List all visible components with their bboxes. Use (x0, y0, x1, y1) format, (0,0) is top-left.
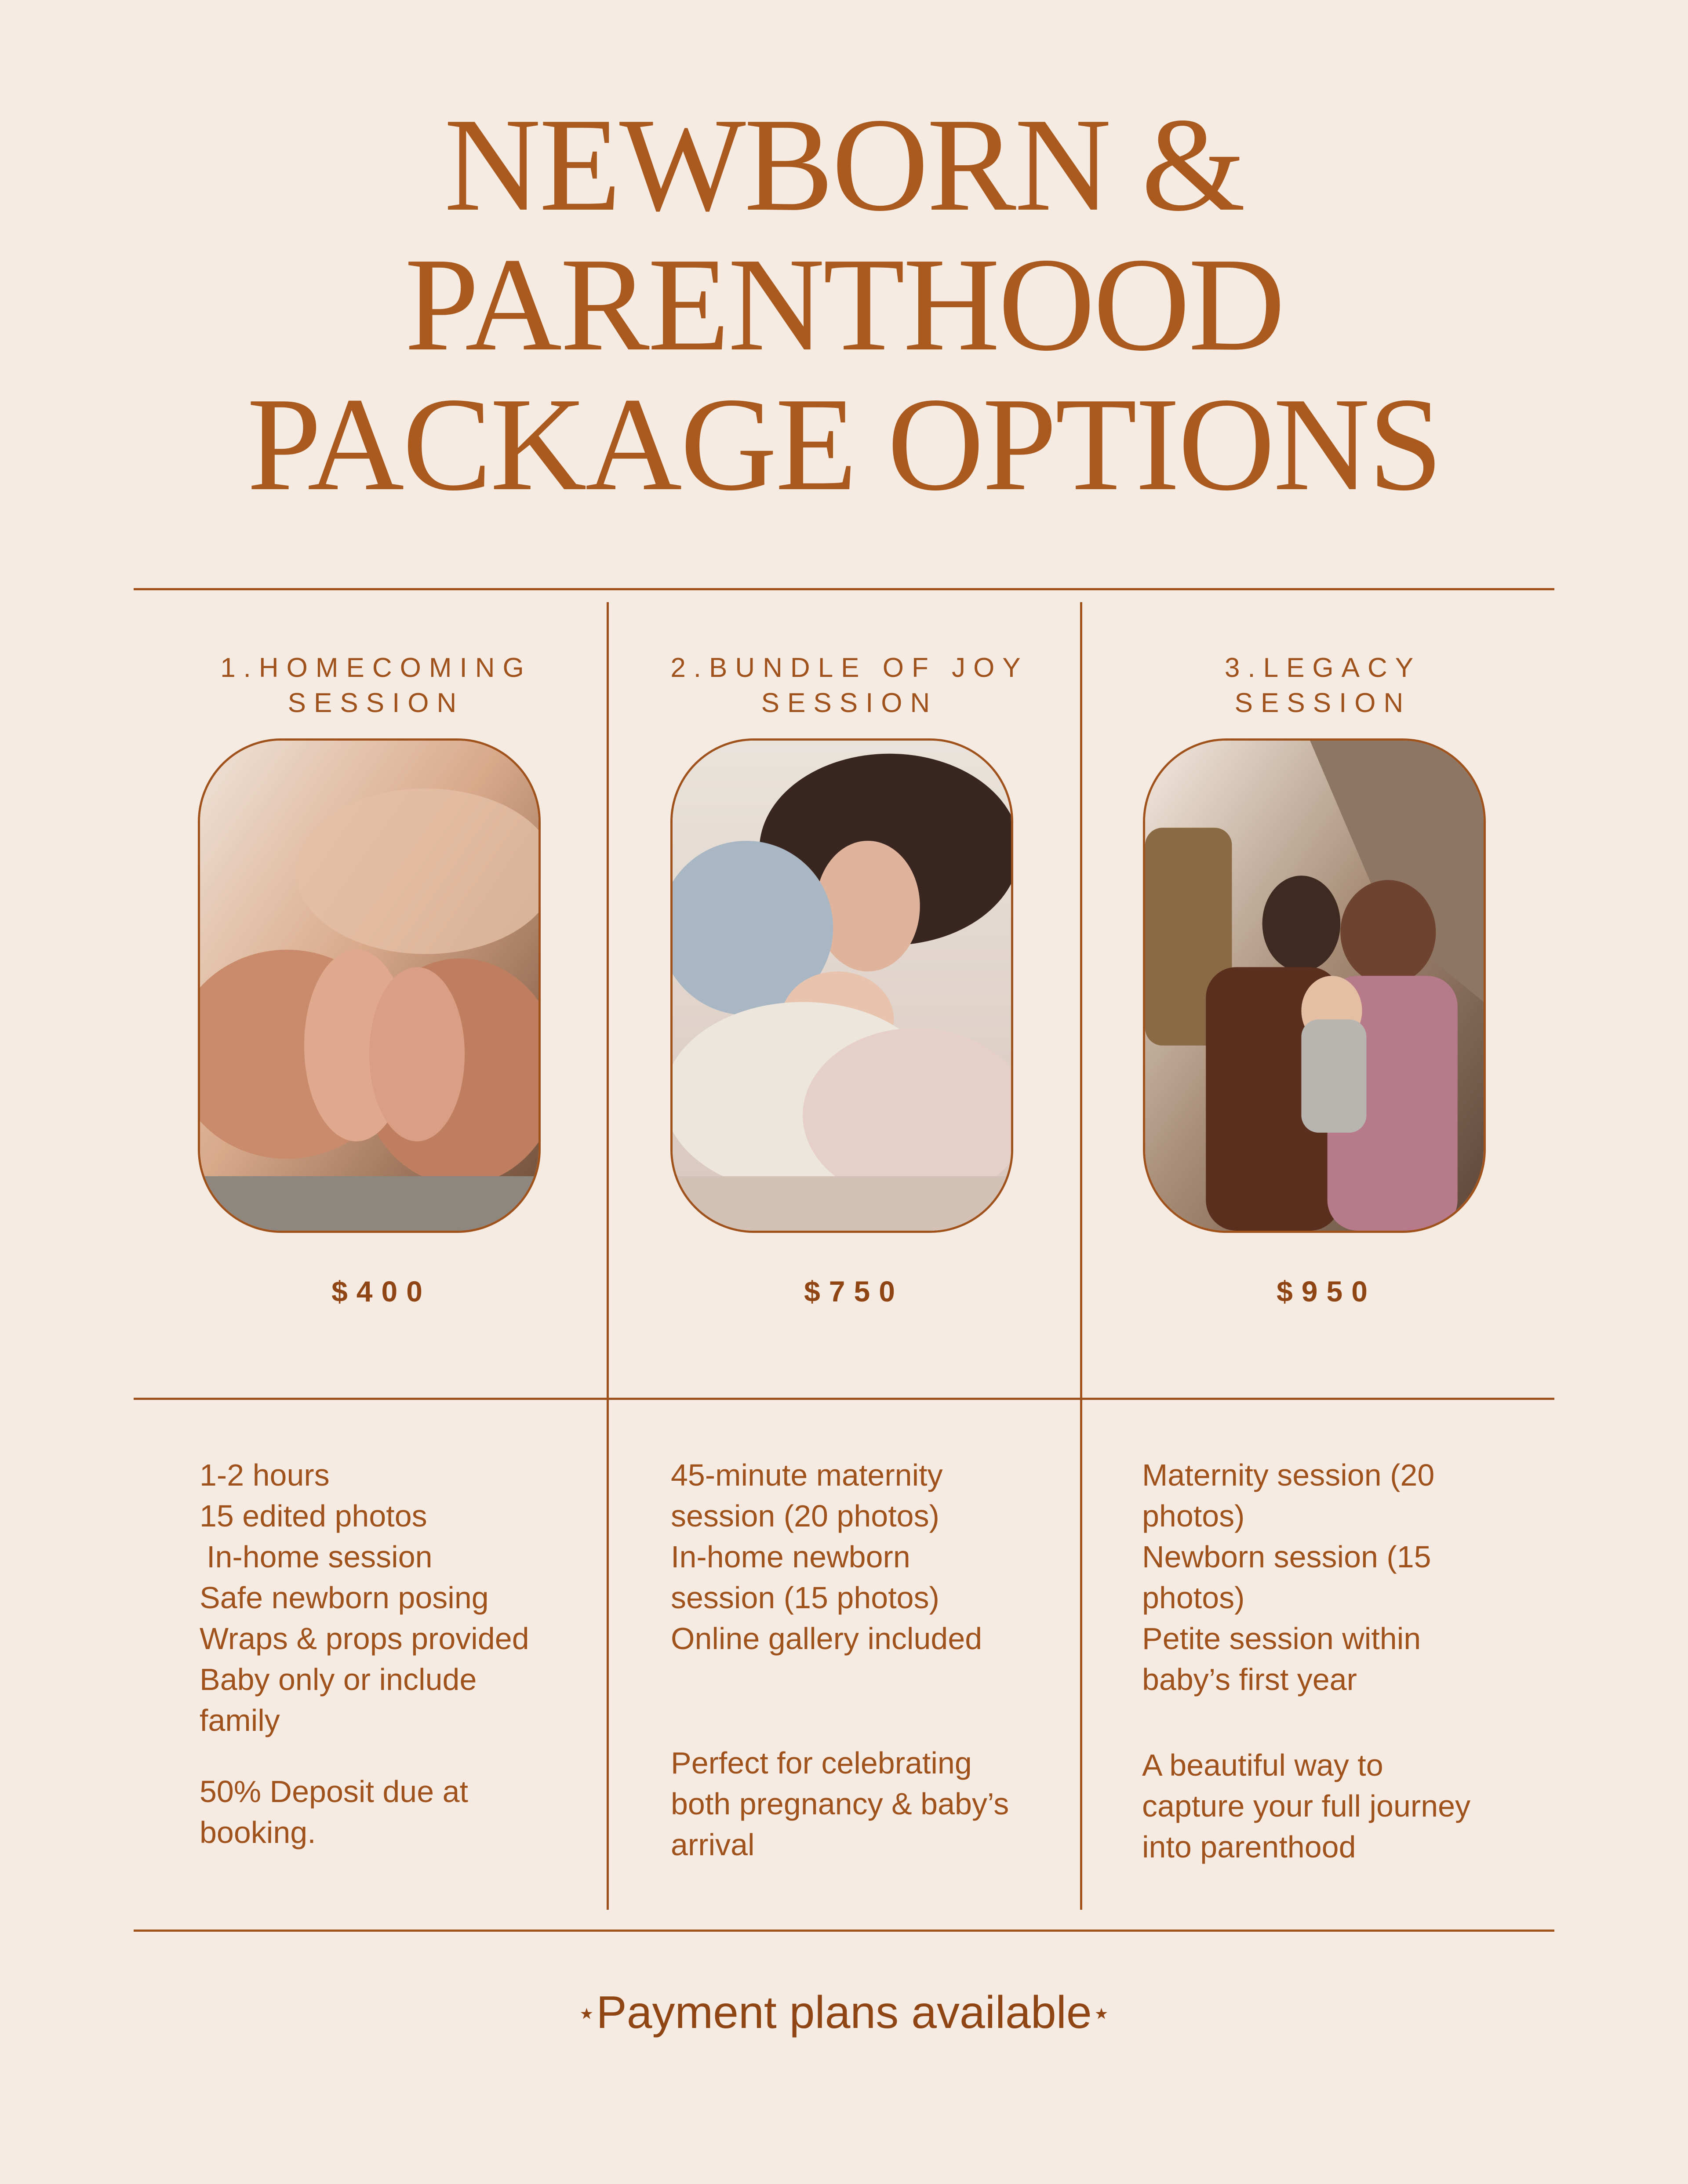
package-1-features (200, 1455, 529, 1741)
package-1-title-line-2: SESSION (287, 688, 465, 718)
list-item: Online gallery included (671, 1621, 982, 1656)
mother-kissing-newborn-image (673, 741, 1011, 1231)
package-1-note-line-2: booking. (200, 1815, 316, 1850)
middle-divider (134, 1398, 1554, 1400)
package-3-note (1142, 1745, 1470, 1868)
package-1-title-line-1: 1.HOMECOMING (220, 653, 532, 683)
package-1-photo (198, 738, 541, 1233)
list-item: baby’s first year (1142, 1662, 1357, 1697)
package-3-price: $950 (1277, 1275, 1376, 1308)
package-1-note (200, 1771, 468, 1853)
star-left-icon: ⋆ (577, 1996, 597, 2030)
package-3-title (1087, 650, 1559, 721)
list-item: Wraps & props provided (200, 1621, 529, 1656)
package-2-title-line-2: SESSION (761, 688, 938, 718)
list-item: photos) (1142, 1581, 1245, 1615)
package-1-price: $400 (331, 1275, 431, 1308)
list-item: session (15 photos) (671, 1581, 939, 1615)
newborn-feet-image (200, 741, 538, 1231)
package-3-features (1142, 1455, 1434, 1700)
title-line-2: PARENTHOOD (404, 230, 1284, 378)
payment-plans-footer (0, 1987, 1688, 2039)
list-item: 15 edited photos (200, 1499, 427, 1533)
payment-plans-text: Payment plans available (596, 1987, 1092, 2038)
family-outdoors-image (1145, 741, 1484, 1231)
package-2-note-line-1: Perfect for celebrating (671, 1746, 972, 1780)
top-divider (134, 588, 1554, 590)
package-2-title (613, 650, 1086, 721)
list-item: Newborn session (15 (1142, 1540, 1431, 1574)
package-3-photo (1143, 738, 1486, 1233)
title-line-1: NEWBORN & (444, 90, 1244, 239)
list-item: Safe newborn posing (200, 1581, 489, 1615)
package-3-note-line-3: into parenthood (1142, 1830, 1356, 1864)
package-2-title-line-1: 2.BUNDLE OF JOY (670, 653, 1029, 683)
package-2-photo (670, 738, 1013, 1233)
list-item: Petite session within (1142, 1621, 1421, 1656)
list-item: session (20 photos) (671, 1499, 939, 1533)
column-divider-1 (607, 602, 609, 1910)
package-1-note-line-1: 50% Deposit due at (200, 1774, 468, 1809)
list-item: photos) (1142, 1499, 1245, 1533)
list-item: family (200, 1703, 280, 1737)
title-line-3: PACKAGE OPTIONS (247, 370, 1441, 518)
page-title (0, 90, 1688, 518)
list-item: 1-2 hours (200, 1458, 330, 1492)
package-3-title-line-1: 3.LEGACY (1224, 653, 1422, 683)
column-divider-2 (1080, 602, 1082, 1910)
package-2-price: $750 (804, 1275, 904, 1308)
package-1-title (140, 650, 612, 721)
list-item: 45-minute maternity (671, 1458, 943, 1492)
list-item: Maternity session (20 (1142, 1458, 1435, 1492)
package-2-note-line-2: both pregnancy & baby’s (671, 1787, 1009, 1821)
package-2-note-line-3: arrival (671, 1828, 755, 1862)
package-2-features (671, 1455, 982, 1659)
package-3-note-line-2: capture your full journey (1142, 1789, 1471, 1823)
list-item: In-home newborn (671, 1540, 910, 1574)
bottom-divider (134, 1930, 1554, 1932)
package-3-note-line-1: A beautiful way to (1142, 1748, 1383, 1782)
list-item: Baby only or include (200, 1662, 477, 1697)
package-3-title-line-2: SESSION (1234, 688, 1412, 718)
list-item: In-home session (207, 1540, 433, 1574)
star-right-icon: ⋆ (1091, 1996, 1111, 2030)
package-2-note (671, 1743, 1009, 1865)
